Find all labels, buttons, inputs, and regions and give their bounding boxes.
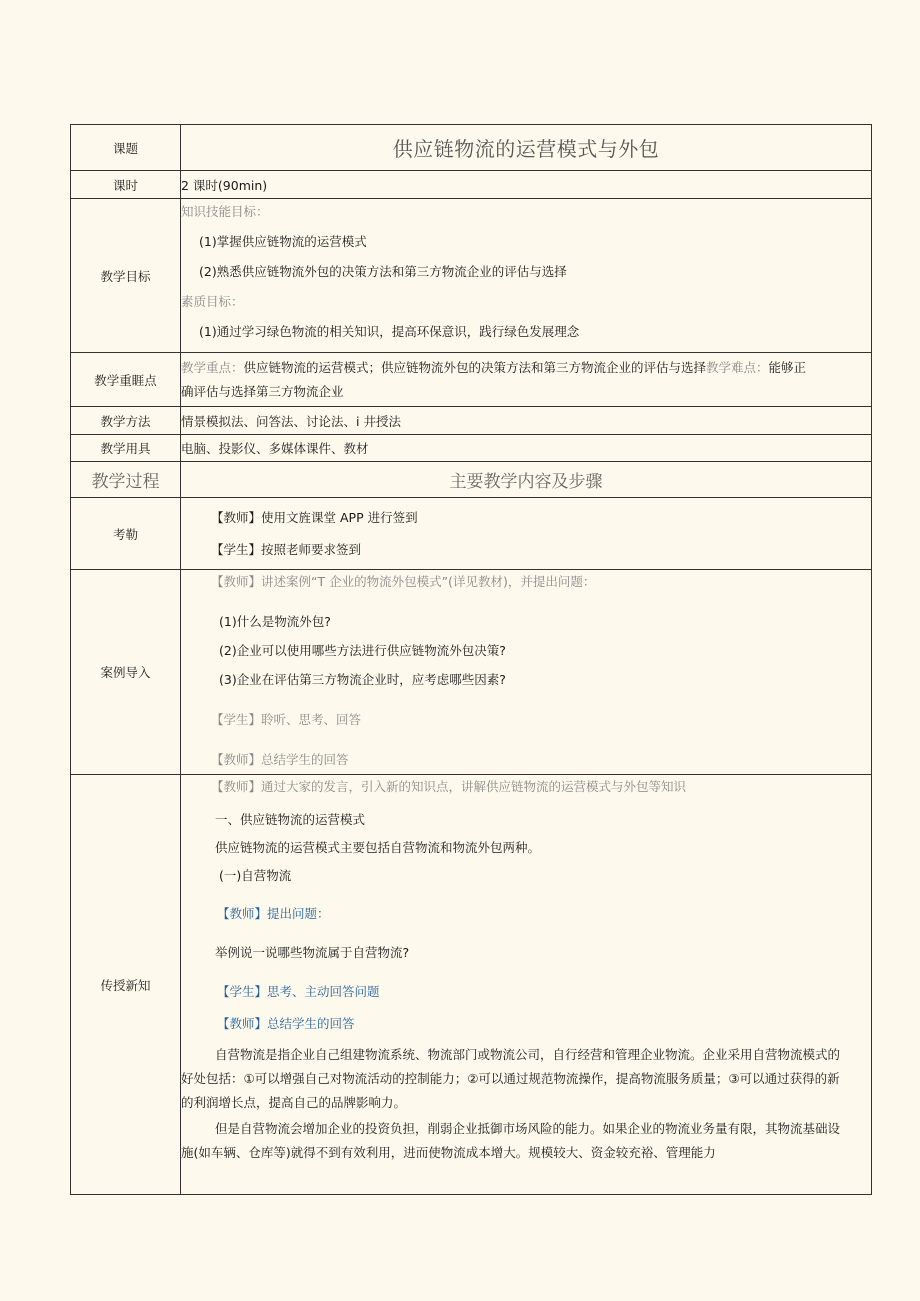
nk-intro: 【教师】通过大家的发言，引入新的知识点，讲解供应链物流的运营模式与外包等知识 xyxy=(211,779,687,794)
nk-paragraph-line: 自营物流是指企业自己组建物流系统、物流部门或物流公司，自行经营和管理企业物流。企业采用自营物流模式的 xyxy=(215,1047,841,1062)
case-intro-row xyxy=(71,570,872,775)
objectives-label: 教学目标 xyxy=(71,199,181,353)
nk-question: 举例说一说哪些物流属于自营物流? xyxy=(215,945,410,960)
tools-label: 教学用具 xyxy=(71,435,181,462)
nk-teacher-summary: 【教师】总结学生的回答 xyxy=(217,1016,355,1031)
case-question: (2)企业可以使用哪些方法进行供应链物流外包决策? xyxy=(219,643,506,658)
nk-paragraph-line: 的利润增长点，提高自己的品牌影响力。 xyxy=(181,1095,407,1110)
attendance-line: 【教师】使用文旌课堂 APP 进行签到 xyxy=(211,509,418,525)
methods-row xyxy=(71,407,872,435)
attendance-label: 考勒 xyxy=(71,498,181,570)
knowledge-item: (2)熟悉供应链物流外包的决策方法和第三方物流企业的评估与选择 xyxy=(199,264,567,279)
attendance-line: 【学生】按照老师要求签到 xyxy=(211,541,362,557)
key-points-label: 教学重睚点 xyxy=(71,353,181,407)
new-knowledge-label: 传授新知 xyxy=(71,775,181,1195)
hours-value: 2 课时(90min) xyxy=(181,171,872,199)
new-knowledge-row xyxy=(71,775,872,1195)
nk-teacher-ask: 【教师】提出问题： xyxy=(217,906,330,921)
nk-paragraph-line: 但是自营物流会增加企业的投资负担，削弱企业抵御市场风险的能力。如果企业的物流业务量有限，其物流基础设 xyxy=(215,1121,841,1136)
objectives-content xyxy=(181,199,872,353)
attendance-row xyxy=(71,498,872,570)
key-points-row xyxy=(71,353,872,407)
knowledge-item: (1)掌握供应链物流的运营模式 xyxy=(199,234,367,249)
knowledge-heading: 知识技能目标： xyxy=(181,204,269,219)
nk-section-title: 一、供应链物流的运营模式 xyxy=(215,812,366,827)
quality-heading: 素质目标： xyxy=(181,294,244,309)
difficult-text-cont: 确评估与选择第三方物流企业 xyxy=(181,383,344,399)
case-intro-label: 案例导入 xyxy=(71,570,181,775)
topic-label: 课题 xyxy=(71,125,181,171)
nk-paragraph-line: 施(如车辆、仓库等)就得不到有效利用，进而使物流成本增大。规模较大、资金较充裕、管理能力 xyxy=(181,1145,716,1160)
nk-subsection: (一)自营物流 xyxy=(219,868,292,883)
key-text: 供应链物流的运营模式；供应链物流外包的决策方法和第三方物流企业的评估与选择 xyxy=(243,359,707,375)
tools-row xyxy=(71,435,872,462)
methods-label: 教学方法 xyxy=(71,407,181,435)
key-points-content xyxy=(181,353,872,407)
case-student: 【学生】聆听、思考、回答 xyxy=(211,712,362,727)
difficult-text: 能够正 xyxy=(768,359,807,375)
quality-item: (1)通过学习绿色物流的相关知识，提高环保意识，践行绿色发展理念 xyxy=(199,324,580,339)
lesson-plan-table xyxy=(70,124,872,1195)
process-header-left: 教学过程 xyxy=(71,462,181,498)
objectives-row xyxy=(71,199,872,353)
topic-row xyxy=(71,125,872,171)
process-header-row xyxy=(71,462,872,498)
topic-title: 供应链物流的运营模式与外包 xyxy=(181,125,872,171)
case-question: (1)什么是物流外包? xyxy=(219,614,331,629)
nk-student-reply: 【学生】思考、主动回答问题 xyxy=(217,984,380,999)
methods-value: 情景模拟法、问答法、讨论法、i 井授法 xyxy=(181,407,872,435)
new-knowledge-content xyxy=(181,775,872,1195)
hours-label: 课时 xyxy=(71,171,181,199)
case-question: (3)企业在评估第三方物流企业时，应考虑哪些因素? xyxy=(219,672,506,687)
process-header-right: 主要教学内容及步骤 xyxy=(181,462,872,498)
case-teacher-prompt: 【教师】讲述案例“T 企业的物流外包模式”(详见教材)，并提出问题： xyxy=(211,574,596,589)
difficult-label: 教学难点： xyxy=(706,359,769,375)
case-intro-content xyxy=(181,570,872,775)
attendance-content xyxy=(181,498,872,570)
tools-value: 电脑、投影仪、多媒体课件、教材 xyxy=(181,435,872,462)
case-teacher-summary: 【教师】总结学生的回答 xyxy=(211,752,349,767)
nk-paragraph-line: 好处包括：①可以增强自己对物流活动的控制能力；②可以通过规范物流操作，提高物流服务质量；③可以通过获得的新 xyxy=(181,1071,840,1086)
nk-section-desc: 供应链物流的运营模式主要包括自营物流和物流外包两种。 xyxy=(215,840,541,855)
hours-row xyxy=(71,171,872,199)
key-label: 教学重点： xyxy=(181,359,244,375)
